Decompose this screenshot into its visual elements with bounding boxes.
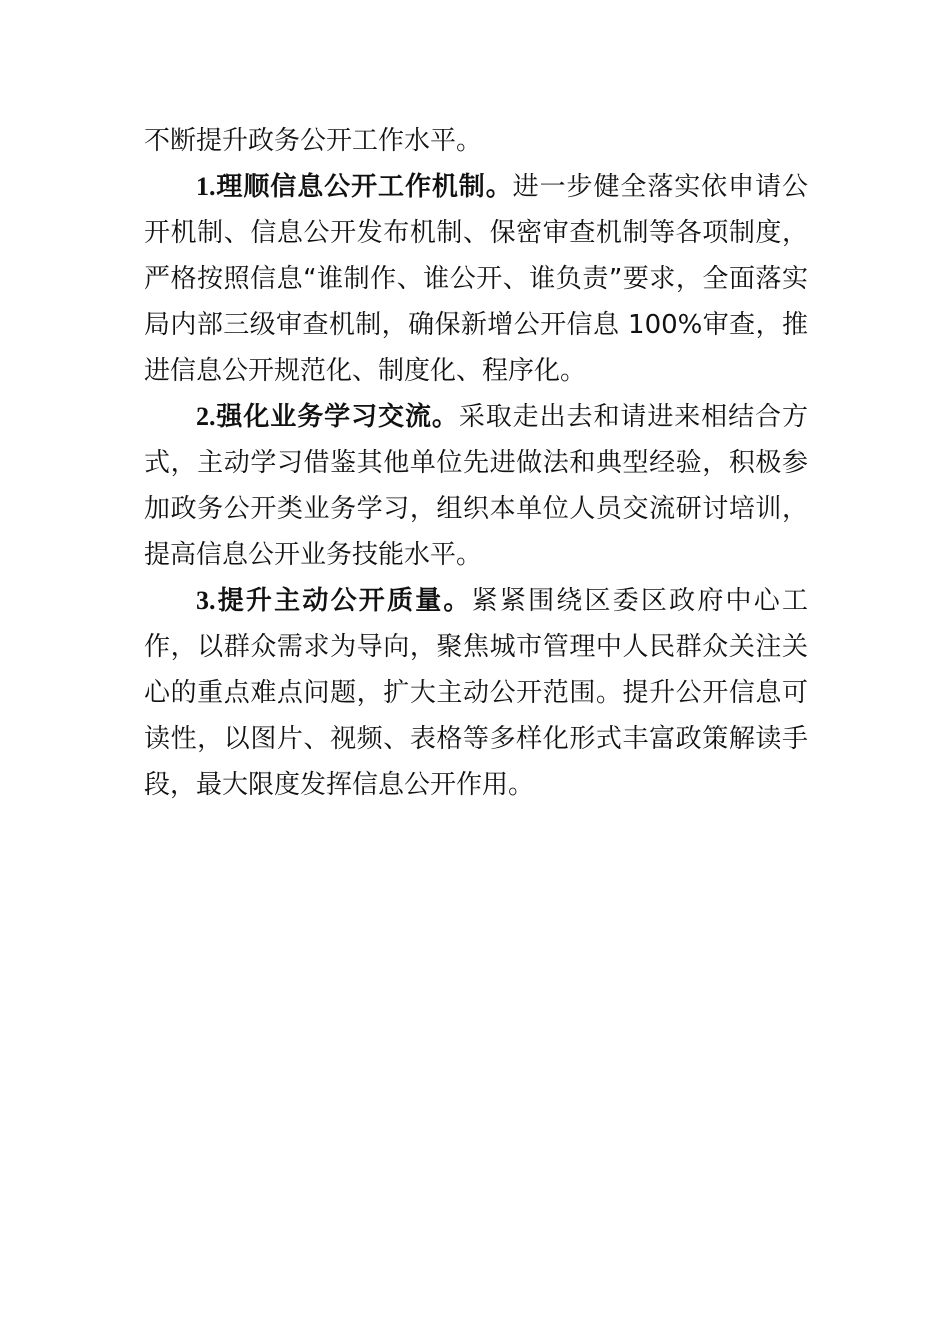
paragraph-item-3	[144, 578, 808, 808]
paragraph-item-1	[144, 164, 808, 394]
document-body	[144, 118, 808, 808]
paragraph-body: 进一步健全落实依申请公开机制、信息公开发布机制、保密审查机制等各项制度，严格按照信息“谁制作、谁公开、谁负责”要求，全面落实局内部三级审查机制，确保新增公开信息 100%审查，推进信息公开规范化、制度化、程序化。	[144, 172, 808, 386]
paragraph-body: 紧紧围绕区委区政府中心工作，以群众需求为导向，聚焦城市管理中人民群众关注关心的重点难点问题，扩大主动公开范围。提升公开信息可读性，以图片、视频、表格等多样化形式丰富政策解读手段，最大限度发挥信息公开作用。	[144, 586, 808, 800]
paragraph-continuation	[144, 118, 808, 164]
item-number: 2.	[196, 402, 216, 431]
item-heading: 提升主动公开质量。	[215, 586, 472, 616]
item-number: 3.	[196, 586, 216, 615]
paragraph-item-2	[144, 394, 808, 578]
item-heading: 强化业务学习交流。	[215, 402, 459, 432]
paragraph-body: 采取走出去和请进来相结合方式，主动学习借鉴其他单位先进做法和典型经验，积极参加政务公开类业务学习，组织本单位人员交流研讨培训，提高信息公开业务技能水平。	[144, 402, 808, 570]
item-heading: 理顺信息公开工作机制。	[215, 172, 513, 202]
item-number: 1.	[196, 172, 216, 201]
paragraph-body: 不断提升政务公开工作水平。	[144, 126, 483, 156]
